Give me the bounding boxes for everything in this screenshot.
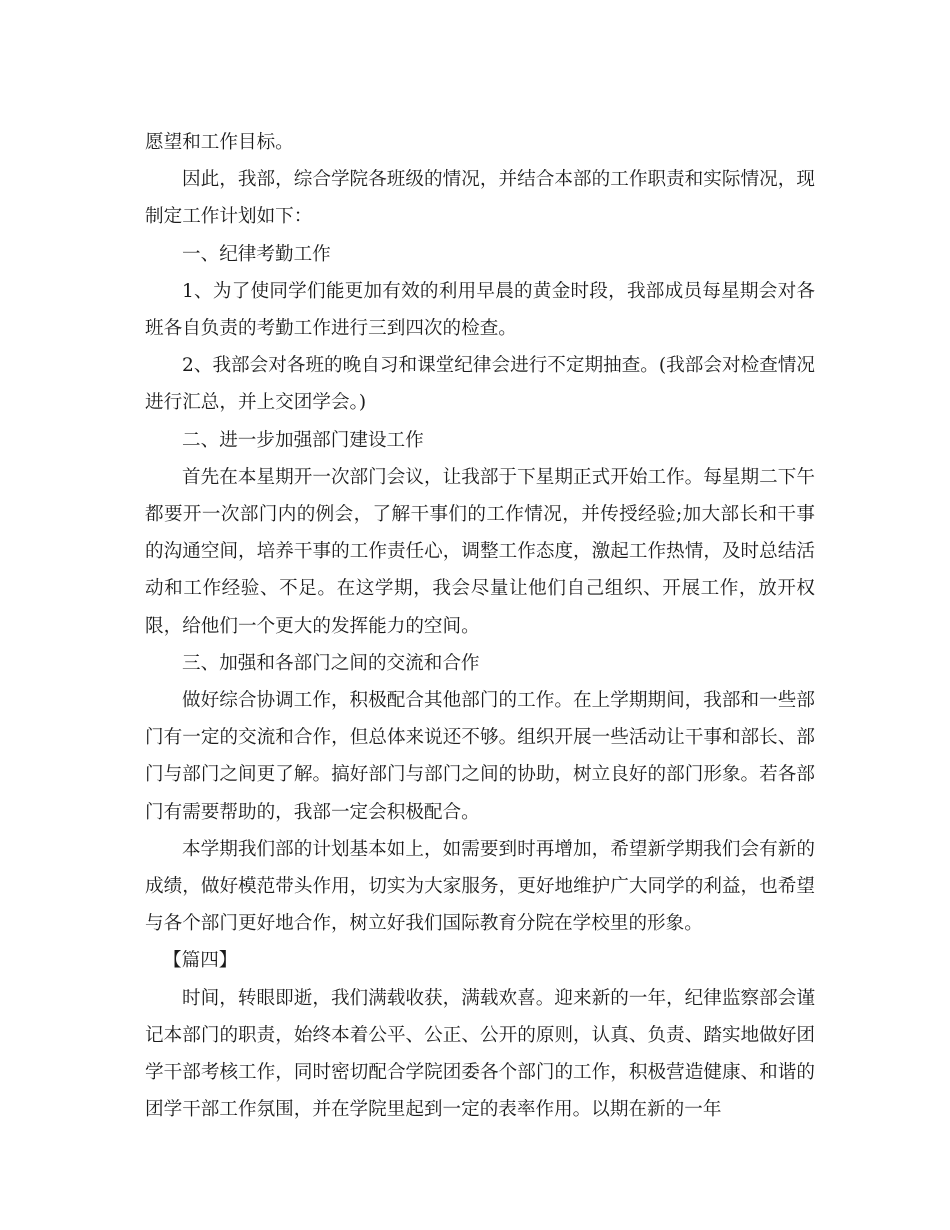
paragraph-summary: 本学期我们部的计划基本如上，如需要到时再增加，希望新学期我们会有新的成绩，做好模范带头作用，切实为大家服务，更好地维护广大同学的利益，也希望与各个部门更好地合作，树立好我们国际教育分院在学校里的形象。 xyxy=(145,838,815,935)
section-heading-discipline: 一、纪律考勤工作 xyxy=(182,243,331,265)
document-body xyxy=(145,124,815,1128)
paragraph-part-four: 时间，转眼即逝，我们满载收获，满载欢喜。迎来新的一年，纪律监察部会谨记本部门的职责，始终本着公平、公正、公开的原则，认真、负责、踏实地做好团学干部考核工作，同时密切配合学院团委各个部门的工作，积极营造健康、和谐的团学干部工作氛围，并在学院里起到一定的表率作用。以期在新的一年 xyxy=(145,987,815,1121)
paragraph-attendance-1: 1、为了使同学们能更加有效的利用早晨的黄金时段，我部成员每星期会对各班各自负责的考勤工作进行三到四次的检查。 xyxy=(145,280,815,340)
paragraph-attendance-2: 2、我部会对各班的晚自习和课堂纪律会进行不定期抽查。(我部会对检查情况进行汇总，并上交团学会。) xyxy=(145,355,815,414)
section-heading-cooperation: 三、加强和各部门之间的交流和合作 xyxy=(182,652,480,674)
paragraph-intro: 因此，我部，综合学院各班级的情况，并结合本部的工作职责和实际情况，现制定工作计划如下： xyxy=(145,169,815,228)
paragraph-department: 首先在本星期开一次部门会议，让我部于下星期正式开始工作。每星期二下午都要开一次部门内的例会，了解干事们的工作情况，并传授经验;加大部长和干事的沟通空间，培养干事的工作责任心，调整工作态度，激起工作热情，及时总结活动和工作经验、不足。在这学期，我会尽量让他们自己组织、开展工作，放开权限，给他们一个更大的发挥能力的空间。 xyxy=(145,466,815,637)
section-heading-department: 二、进一步加强部门建设工作 xyxy=(182,429,424,451)
section-marker-part-four: 【篇四】 xyxy=(163,950,238,972)
paragraph-continuation: 愿望和工作目标。 xyxy=(145,132,294,153)
paragraph-cooperation: 做好综合协调工作，积极配合其他部门的工作。在上学期期间，我部和一些部门有一定的交流和合作，但总体来说还不够。组织开展一些活动让干事和部长、部门与部门之间更了解。搞好部门与部门之间的协助，树立良好的部门形象。若各部门有需要帮助的，我部一定会积极配合。 xyxy=(145,690,815,823)
